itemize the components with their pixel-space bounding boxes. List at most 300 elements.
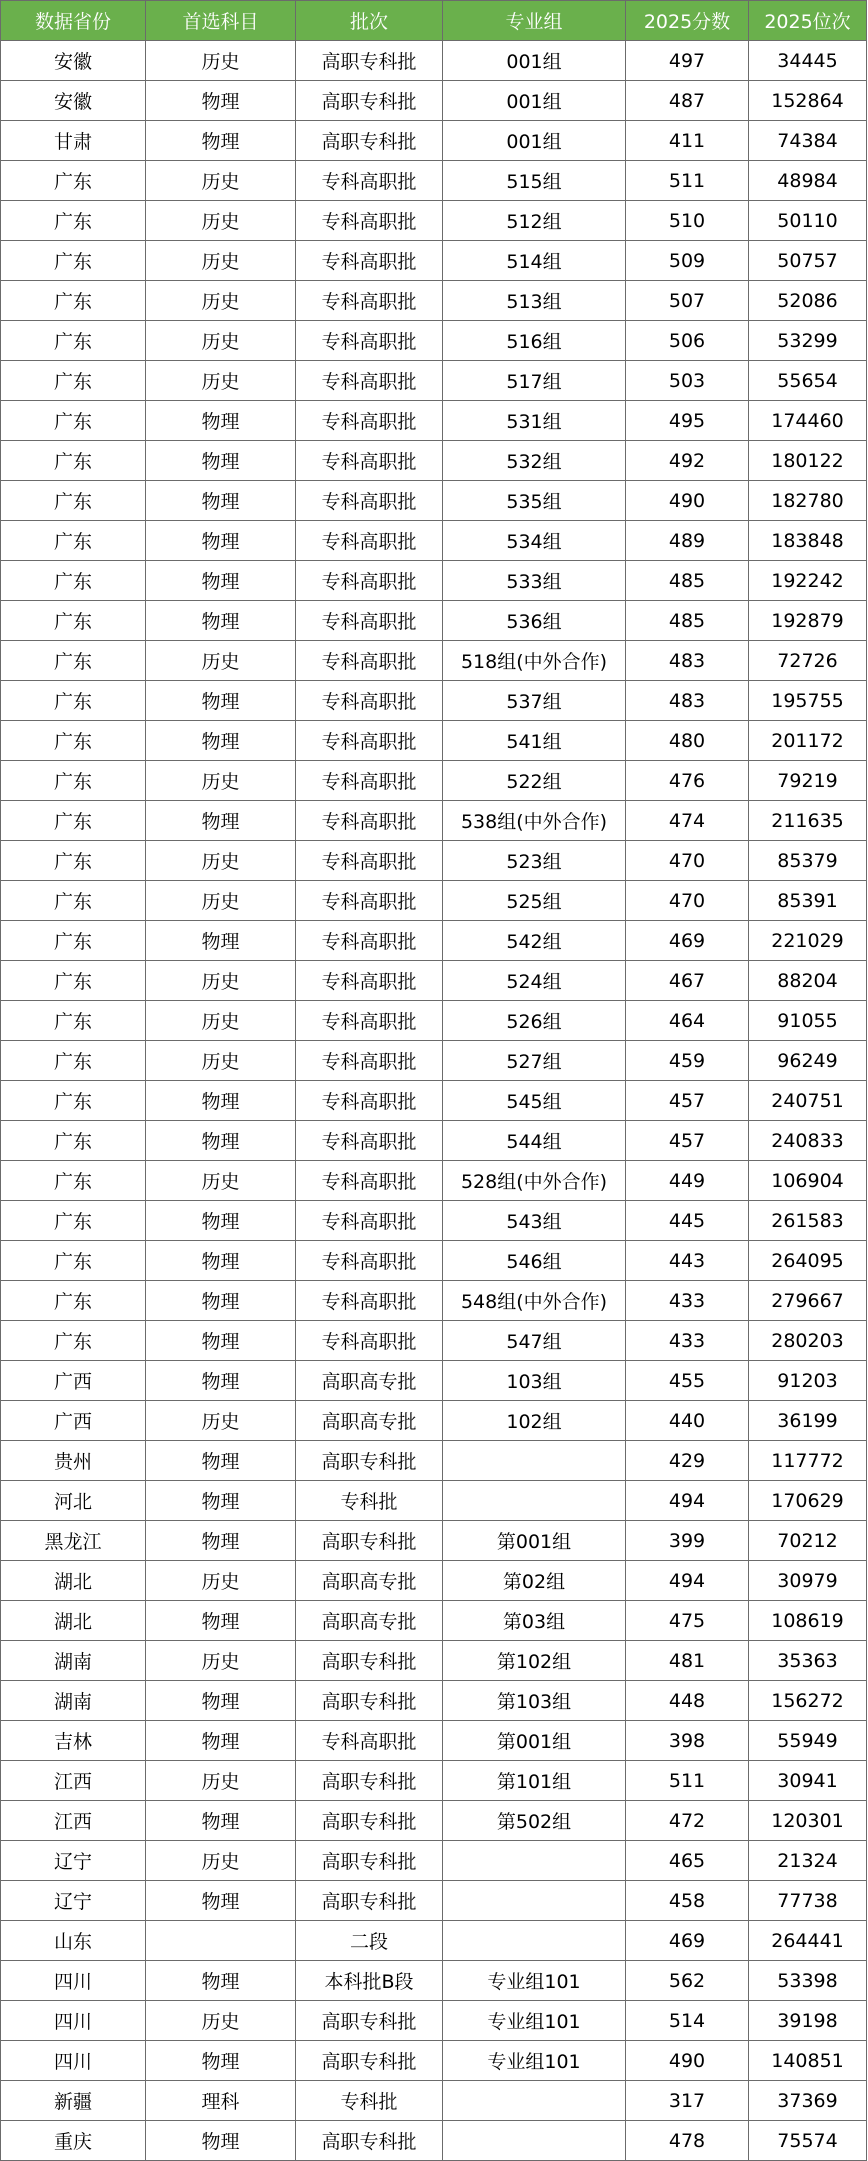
- cell-subject: 物理: [146, 1201, 296, 1241]
- table-row: [1, 1961, 867, 2001]
- header-batch: 批次: [296, 1, 443, 41]
- cell-subject: 物理: [146, 1481, 296, 1521]
- cell-rank: 183848: [749, 521, 867, 561]
- cell-major-group: 001组: [443, 81, 626, 121]
- cell-score: 511: [626, 1761, 749, 1801]
- cell-major-group: [443, 2081, 626, 2121]
- cell-major-group: 第02组: [443, 1561, 626, 1601]
- cell-major-group: [443, 1441, 626, 1481]
- cell-province: 广东: [1, 361, 146, 401]
- cell-score: 489: [626, 521, 749, 561]
- cell-score: 440: [626, 1401, 749, 1441]
- table-row: [1, 881, 867, 921]
- cell-province: 广东: [1, 321, 146, 361]
- cell-subject: 物理: [146, 441, 296, 481]
- cell-score: 457: [626, 1121, 749, 1161]
- header-rank: 2025位次: [749, 1, 867, 41]
- cell-rank: 211635: [749, 801, 867, 841]
- cell-major-group: 专业组101: [443, 2001, 626, 2041]
- table-row: [1, 1161, 867, 1201]
- table-row: [1, 641, 867, 681]
- cell-subject: 历史: [146, 1001, 296, 1041]
- cell-major-group: 542组: [443, 921, 626, 961]
- cell-province: 黑龙江: [1, 1521, 146, 1561]
- cell-major-group: 546组: [443, 1241, 626, 1281]
- cell-batch: 专科高职批: [296, 841, 443, 881]
- cell-rank: 79219: [749, 761, 867, 801]
- table-row: [1, 321, 867, 361]
- cell-rank: 152864: [749, 81, 867, 121]
- cell-province: 广东: [1, 521, 146, 561]
- cell-major-group: 001组: [443, 41, 626, 81]
- table-row: [1, 1641, 867, 1681]
- cell-batch: 专科高职批: [296, 1161, 443, 1201]
- cell-subject: 物理: [146, 601, 296, 641]
- cell-batch: 高职专科批: [296, 41, 443, 81]
- cell-rank: 50757: [749, 241, 867, 281]
- table-row: [1, 81, 867, 121]
- cell-rank: 30941: [749, 1761, 867, 1801]
- cell-subject: 历史: [146, 1761, 296, 1801]
- cell-major-group: 512组: [443, 201, 626, 241]
- table-row: [1, 1201, 867, 1241]
- cell-score: 433: [626, 1281, 749, 1321]
- cell-major-group: 531组: [443, 401, 626, 441]
- cell-major-group: [443, 1841, 626, 1881]
- table-row: [1, 921, 867, 961]
- cell-rank: 48984: [749, 161, 867, 201]
- cell-province: 湖南: [1, 1681, 146, 1721]
- cell-rank: 174460: [749, 401, 867, 441]
- cell-batch: 专科高职批: [296, 521, 443, 561]
- table-row: [1, 1001, 867, 1041]
- cell-batch: 高职专科批: [296, 1801, 443, 1841]
- table-row: [1, 1121, 867, 1161]
- cell-major-group: 527组: [443, 1041, 626, 1081]
- cell-subject: 物理: [146, 921, 296, 961]
- cell-major-group: [443, 1481, 626, 1521]
- cell-score: 485: [626, 601, 749, 641]
- cell-province: 贵州: [1, 1441, 146, 1481]
- cell-score: 317: [626, 2081, 749, 2121]
- cell-province: 湖北: [1, 1601, 146, 1641]
- cell-score: 399: [626, 1521, 749, 1561]
- cell-score: 455: [626, 1361, 749, 1401]
- cell-province: 广西: [1, 1401, 146, 1441]
- cell-rank: 88204: [749, 961, 867, 1001]
- cell-rank: 117772: [749, 1441, 867, 1481]
- cell-subject: 历史: [146, 201, 296, 241]
- cell-score: 470: [626, 841, 749, 881]
- cell-province: 广东: [1, 681, 146, 721]
- cell-subject: 物理: [146, 1321, 296, 1361]
- cell-score: 495: [626, 401, 749, 441]
- cell-province: 广东: [1, 1001, 146, 1041]
- cell-score: 445: [626, 1201, 749, 1241]
- cell-score: 494: [626, 1481, 749, 1521]
- cell-batch: 专科高职批: [296, 601, 443, 641]
- table-row: [1, 2081, 867, 2121]
- cell-province: 广东: [1, 241, 146, 281]
- table-row: [1, 841, 867, 881]
- cell-batch: 专科高职批: [296, 1001, 443, 1041]
- cell-province: 广东: [1, 481, 146, 521]
- cell-batch: 专科高职批: [296, 1201, 443, 1241]
- table-row: [1, 361, 867, 401]
- cell-score: 458: [626, 1881, 749, 1921]
- cell-major-group: 001组: [443, 121, 626, 161]
- cell-score: 480: [626, 721, 749, 761]
- table-row: [1, 1041, 867, 1081]
- cell-major-group: 513组: [443, 281, 626, 321]
- cell-batch: 本科批B段: [296, 1961, 443, 2001]
- table-row: [1, 1281, 867, 1321]
- cell-major-group: 536组: [443, 601, 626, 641]
- cell-subject: 物理: [146, 1081, 296, 1121]
- cell-batch: 专科高职批: [296, 1281, 443, 1321]
- cell-province: 江西: [1, 1761, 146, 1801]
- cell-province: 广东: [1, 641, 146, 681]
- table-row: [1, 201, 867, 241]
- cell-score: 398: [626, 1721, 749, 1761]
- cell-major-group: 534组: [443, 521, 626, 561]
- header-subject: 首选科目: [146, 1, 296, 41]
- cell-subject: 历史: [146, 1401, 296, 1441]
- cell-province: 广东: [1, 881, 146, 921]
- cell-subject: [146, 1921, 296, 1961]
- cell-subject: 物理: [146, 1441, 296, 1481]
- cell-major-group: 516组: [443, 321, 626, 361]
- cell-major-group: 515组: [443, 161, 626, 201]
- cell-rank: 221029: [749, 921, 867, 961]
- table-row: [1, 2041, 867, 2081]
- cell-rank: 91203: [749, 1361, 867, 1401]
- cell-province: 广东: [1, 161, 146, 201]
- cell-major-group: 517组: [443, 361, 626, 401]
- cell-batch: 高职专科批: [296, 1841, 443, 1881]
- cell-batch: 高职专科批: [296, 2121, 443, 2161]
- table-row: [1, 1801, 867, 1841]
- cell-score: 429: [626, 1441, 749, 1481]
- cell-province: 辽宁: [1, 1881, 146, 1921]
- cell-rank: 108619: [749, 1601, 867, 1641]
- table-row: [1, 1561, 867, 1601]
- cell-subject: 历史: [146, 281, 296, 321]
- table-row: [1, 1841, 867, 1881]
- cell-province: 重庆: [1, 2121, 146, 2161]
- cell-batch: 专科高职批: [296, 441, 443, 481]
- cell-major-group: 543组: [443, 1201, 626, 1241]
- cell-batch: 高职专科批: [296, 2001, 443, 2041]
- cell-province: 广东: [1, 561, 146, 601]
- cell-major-group: 525组: [443, 881, 626, 921]
- cell-subject: 物理: [146, 721, 296, 761]
- cell-rank: 180122: [749, 441, 867, 481]
- cell-batch: 专科高职批: [296, 1241, 443, 1281]
- cell-score: 457: [626, 1081, 749, 1121]
- cell-score: 562: [626, 1961, 749, 2001]
- cell-batch: 专科高职批: [296, 681, 443, 721]
- cell-major-group: 514组: [443, 241, 626, 281]
- table-row: [1, 1601, 867, 1641]
- cell-province: 广东: [1, 961, 146, 1001]
- cell-score: 511: [626, 161, 749, 201]
- table-row: [1, 1721, 867, 1761]
- cell-subject: 物理: [146, 481, 296, 521]
- cell-major-group: 第502组: [443, 1801, 626, 1841]
- cell-subject: 历史: [146, 961, 296, 1001]
- table-body: [1, 41, 867, 2161]
- cell-score: 469: [626, 1921, 749, 1961]
- cell-score: 507: [626, 281, 749, 321]
- cell-score: 483: [626, 681, 749, 721]
- cell-batch: 专科高职批: [296, 401, 443, 441]
- cell-batch: 高职高专批: [296, 1361, 443, 1401]
- cell-major-group: [443, 2121, 626, 2161]
- cell-province: 四川: [1, 1961, 146, 2001]
- table-row: [1, 121, 867, 161]
- cell-province: 广东: [1, 721, 146, 761]
- cell-province: 广东: [1, 1321, 146, 1361]
- cell-rank: 195755: [749, 681, 867, 721]
- table-row: [1, 721, 867, 761]
- table-row: [1, 241, 867, 281]
- cell-subject: 物理: [146, 1801, 296, 1841]
- cell-batch: 高职高专批: [296, 1561, 443, 1601]
- cell-rank: 52086: [749, 281, 867, 321]
- table-row: [1, 161, 867, 201]
- cell-province: 广东: [1, 801, 146, 841]
- cell-rank: 39198: [749, 2001, 867, 2041]
- header-major-group: 专业组: [443, 1, 626, 41]
- cell-score: 465: [626, 1841, 749, 1881]
- cell-subject: 理科: [146, 2081, 296, 2121]
- cell-major-group: 第001组: [443, 1721, 626, 1761]
- table-row: [1, 681, 867, 721]
- cell-subject: 物理: [146, 121, 296, 161]
- cell-rank: 240751: [749, 1081, 867, 1121]
- table-row: [1, 441, 867, 481]
- cell-major-group: 545组: [443, 1081, 626, 1121]
- cell-batch: 专科高职批: [296, 1081, 443, 1121]
- cell-rank: 36199: [749, 1401, 867, 1441]
- cell-subject: 历史: [146, 1161, 296, 1201]
- cell-subject: 历史: [146, 1841, 296, 1881]
- cell-province: 广东: [1, 921, 146, 961]
- cell-province: 广东: [1, 401, 146, 441]
- table-row: [1, 1321, 867, 1361]
- cell-rank: 279667: [749, 1281, 867, 1321]
- table-row: [1, 281, 867, 321]
- cell-batch: 专科高职批: [296, 481, 443, 521]
- cell-subject: 物理: [146, 1121, 296, 1161]
- table-row: [1, 1481, 867, 1521]
- table-row: [1, 1081, 867, 1121]
- cell-subject: 历史: [146, 761, 296, 801]
- table-row: [1, 601, 867, 641]
- table-row: [1, 1241, 867, 1281]
- cell-subject: 历史: [146, 1561, 296, 1601]
- cell-province: 广东: [1, 1281, 146, 1321]
- cell-subject: 物理: [146, 2121, 296, 2161]
- cell-score: 490: [626, 481, 749, 521]
- cell-batch: 专科高职批: [296, 921, 443, 961]
- cell-subject: 物理: [146, 561, 296, 601]
- cell-province: 河北: [1, 1481, 146, 1521]
- cell-batch: 专科高职批: [296, 721, 443, 761]
- table-row: [1, 481, 867, 521]
- cell-batch: 高职专科批: [296, 1681, 443, 1721]
- cell-batch: 高职专科批: [296, 2041, 443, 2081]
- cell-subject: 物理: [146, 401, 296, 441]
- cell-batch: 专科高职批: [296, 281, 443, 321]
- cell-rank: 50110: [749, 201, 867, 241]
- cell-score: 464: [626, 1001, 749, 1041]
- table-row: [1, 2001, 867, 2041]
- cell-major-group: 102组: [443, 1401, 626, 1441]
- table-row: [1, 761, 867, 801]
- cell-major-group: [443, 1881, 626, 1921]
- cell-subject: 物理: [146, 1521, 296, 1561]
- cell-major-group: 528组(中外合作): [443, 1161, 626, 1201]
- cell-rank: 91055: [749, 1001, 867, 1041]
- cell-subject: 物理: [146, 1681, 296, 1721]
- cell-score: 448: [626, 1681, 749, 1721]
- cell-major-group: 526组: [443, 1001, 626, 1041]
- cell-major-group: 专业组101: [443, 1961, 626, 2001]
- cell-score: 476: [626, 761, 749, 801]
- cell-batch: 专科批: [296, 2081, 443, 2121]
- cell-major-group: [443, 1921, 626, 1961]
- table-row: [1, 1761, 867, 1801]
- cell-province: 四川: [1, 2041, 146, 2081]
- cell-score: 494: [626, 1561, 749, 1601]
- cell-batch: 专科高职批: [296, 961, 443, 1001]
- cell-rank: 53398: [749, 1961, 867, 2001]
- cell-major-group: 103组: [443, 1361, 626, 1401]
- cell-province: 广东: [1, 1081, 146, 1121]
- cell-province: 新疆: [1, 2081, 146, 2121]
- cell-batch: 二段: [296, 1921, 443, 1961]
- table-row: [1, 1401, 867, 1441]
- cell-batch: 高职专科批: [296, 1441, 443, 1481]
- cell-province: 湖南: [1, 1641, 146, 1681]
- cell-province: 江西: [1, 1801, 146, 1841]
- cell-rank: 264441: [749, 1921, 867, 1961]
- cell-subject: 物理: [146, 2041, 296, 2081]
- cell-score: 503: [626, 361, 749, 401]
- cell-batch: 高职高专批: [296, 1601, 443, 1641]
- cell-province: 吉林: [1, 1721, 146, 1761]
- cell-rank: 140851: [749, 2041, 867, 2081]
- cell-major-group: 第101组: [443, 1761, 626, 1801]
- cell-rank: 106904: [749, 1161, 867, 1201]
- cell-batch: 高职专科批: [296, 1521, 443, 1561]
- cell-major-group: 538组(中外合作): [443, 801, 626, 841]
- cell-batch: 高职专科批: [296, 1881, 443, 1921]
- cell-batch: 专科高职批: [296, 361, 443, 401]
- cell-rank: 37369: [749, 2081, 867, 2121]
- cell-province: 广东: [1, 841, 146, 881]
- cell-major-group: 523组: [443, 841, 626, 881]
- cell-batch: 专科高职批: [296, 1721, 443, 1761]
- cell-major-group: 第103组: [443, 1681, 626, 1721]
- cell-rank: 156272: [749, 1681, 867, 1721]
- cell-batch: 专科高职批: [296, 561, 443, 601]
- cell-subject: 历史: [146, 241, 296, 281]
- cell-major-group: 532组: [443, 441, 626, 481]
- cell-rank: 264095: [749, 1241, 867, 1281]
- cell-province: 四川: [1, 2001, 146, 2041]
- cell-province: 广东: [1, 601, 146, 641]
- cell-score: 509: [626, 241, 749, 281]
- cell-rank: 192879: [749, 601, 867, 641]
- cell-batch: 专科批: [296, 1481, 443, 1521]
- cell-province: 广东: [1, 201, 146, 241]
- cell-subject: 物理: [146, 1721, 296, 1761]
- table-row: [1, 561, 867, 601]
- cell-province: 甘肃: [1, 121, 146, 161]
- cell-major-group: 第001组: [443, 1521, 626, 1561]
- cell-score: 469: [626, 921, 749, 961]
- cell-score: 449: [626, 1161, 749, 1201]
- table-row: [1, 1921, 867, 1961]
- cell-batch: 专科高职批: [296, 761, 443, 801]
- cell-rank: 85391: [749, 881, 867, 921]
- cell-rank: 77738: [749, 1881, 867, 1921]
- cell-province: 广西: [1, 1361, 146, 1401]
- cell-province: 湖北: [1, 1561, 146, 1601]
- cell-province: 广东: [1, 1121, 146, 1161]
- cell-subject: 物理: [146, 801, 296, 841]
- cell-major-group: 533组: [443, 561, 626, 601]
- table-row: [1, 1681, 867, 1721]
- cell-score: 472: [626, 1801, 749, 1841]
- cell-major-group: 518组(中外合作): [443, 641, 626, 681]
- table-row: [1, 401, 867, 441]
- cell-rank: 53299: [749, 321, 867, 361]
- cell-batch: 专科高职批: [296, 881, 443, 921]
- cell-subject: 历史: [146, 2001, 296, 2041]
- cell-major-group: 专业组101: [443, 2041, 626, 2081]
- cell-rank: 34445: [749, 41, 867, 81]
- table-row: [1, 1441, 867, 1481]
- header-province: 数据省份: [1, 1, 146, 41]
- cell-subject: 物理: [146, 81, 296, 121]
- cell-rank: 192242: [749, 561, 867, 601]
- cell-rank: 55949: [749, 1721, 867, 1761]
- cell-score: 459: [626, 1041, 749, 1081]
- header-row: [1, 1, 867, 41]
- cell-province: 辽宁: [1, 1841, 146, 1881]
- cell-batch: 专科高职批: [296, 1321, 443, 1361]
- table-row: [1, 1361, 867, 1401]
- cell-province: 广东: [1, 761, 146, 801]
- cell-score: 497: [626, 41, 749, 81]
- cell-rank: 85379: [749, 841, 867, 881]
- cell-subject: 历史: [146, 161, 296, 201]
- cell-score: 490: [626, 2041, 749, 2081]
- cell-score: 506: [626, 321, 749, 361]
- cell-batch: 专科高职批: [296, 241, 443, 281]
- cell-province: 广东: [1, 1201, 146, 1241]
- cell-major-group: 544组: [443, 1121, 626, 1161]
- cell-subject: 历史: [146, 841, 296, 881]
- cell-rank: 261583: [749, 1201, 867, 1241]
- cell-rank: 182780: [749, 481, 867, 521]
- cell-province: 广东: [1, 1041, 146, 1081]
- cell-score: 481: [626, 1641, 749, 1681]
